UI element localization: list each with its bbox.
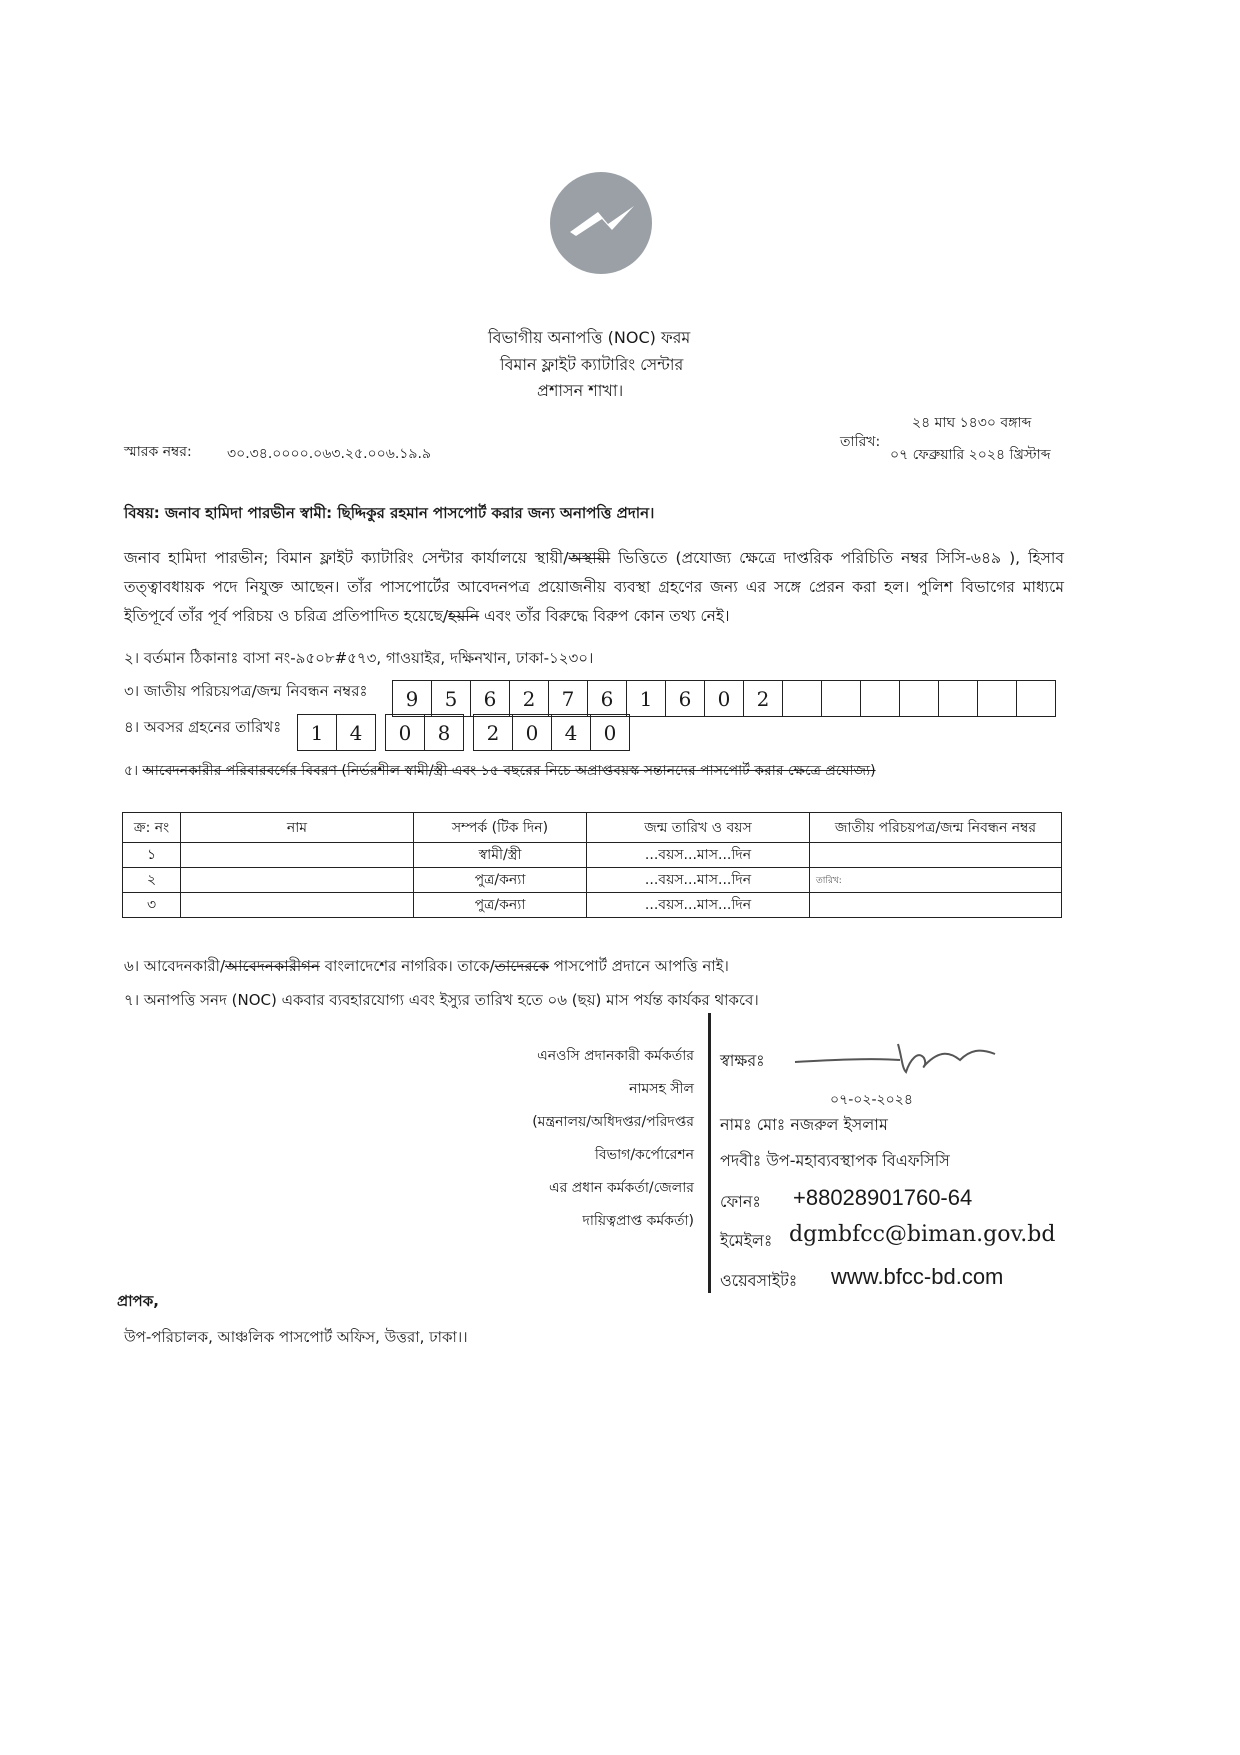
address-line: ২। বর্তমান ঠিকানাঃ বাসা নং-৯৫০৮#৫৭৩, গাওয়াইর, দক্ষিনখান, ঢাকা-১২৩০।	[124, 649, 594, 667]
citizenship-statement: ৬। আবেদনকারী/আবেদনকারীগন বাংলাদেশের নাগরিক। তাকে/তাদেরকে পাসপোর্ট প্রদানে আপত্তি নাই।	[124, 957, 729, 975]
branch-name: প্রশাসন শাখা।	[537, 381, 624, 400]
retirement-date-boxes	[297, 714, 629, 751]
digit-box	[782, 680, 822, 717]
digit-box	[1016, 680, 1056, 717]
digit-box: 2	[473, 714, 513, 751]
body-paragraph: জনাব হামিদা পারভীন; বিমান ফ্লাইট ক্যাটারিং সেন্টার কার্যালয়ে স্থায়ী/অস্থায়ী ভিত্তিতে (প্রযোজ্য ক্ষেত্রে দাপ্তরিক পরিচিতি নম্বর সিসি-৬৪৯ ), হিসাব তত্ত্বাবধায়ক পদে নিযুক্ত আছেন। তাঁর পাসপোর্টের আবেদনপত্র প্রয়োজনীয় ব্যবস্থা গ্রহণের জন্য এর সঙ্গে প্রেরন করা হল। পুলিশ বিভাগের মাধ্যমে ইতিপূর্বে তাঁর পূর্ব পরিচয় ও চরিত্র প্রতিপাদিত হয়েছে/হয়নি এবং তাঁর বিরুদ্ধে বিরুপ কোন তথ্য নেই।	[124, 549, 1065, 625]
retirement-label: ৪। অবসর গ্রহনের তারিখঃ	[124, 718, 282, 736]
digit-box: 5	[431, 680, 471, 717]
col-nid: জাতীয় পরিচয়পত্র/জন্ম নিবন্ধন নম্বর	[810, 813, 1062, 843]
digit-box: 0	[590, 714, 630, 751]
sign-label: স্বাক্ষরঃ	[720, 1051, 765, 1070]
table-header-row	[123, 813, 1062, 843]
table-row: ৩ পুত্র/কন্যা ...বয়স...মাস...দিন	[123, 893, 1062, 918]
digit-box: 8	[424, 714, 464, 751]
form-title: বিভাগীয় অনাপত্তি (NOC) ফরম	[488, 328, 691, 347]
digit-box: 4	[336, 714, 376, 751]
digit-box: 1	[626, 680, 666, 717]
date-bangla: ২৪ মাঘ ১৪৩০ বঙ্গাব্দ	[912, 415, 1032, 431]
digit-box: 0	[385, 714, 425, 751]
date-english: ০৭ ফেব্রুয়ারি ২০২৪ খ্রিস্টাব্দ	[890, 447, 1051, 463]
nid-boxes	[392, 680, 1055, 717]
digit-box: 2	[743, 680, 783, 717]
retirement-year	[473, 714, 629, 751]
col-relation: সম্পর্ক (টিক দিন)	[414, 813, 587, 843]
digit-box: 6	[587, 680, 627, 717]
digit-box: 0	[704, 680, 744, 717]
phone-number: +88028901760-64	[793, 1185, 973, 1210]
digit-box: 2	[509, 680, 549, 717]
table-row: ১ স্বামী/স্ত্রী ...বয়স...মাস...দিন	[123, 843, 1062, 868]
col-birthdate: জন্ম তারিখ ও বয়স	[587, 813, 810, 843]
digit-box: 7	[548, 680, 588, 717]
digit-box	[899, 680, 939, 717]
subject-label: বিষয়:	[124, 504, 160, 522]
recipient-address: উপ-পরিচালক, আঞ্চলিক পাসপোর্ট অফিস, উত্তরা, ঢাকা।।	[124, 1328, 468, 1346]
sign-date: ০৭-০২-২০২৪	[830, 1092, 913, 1108]
biman-logo	[550, 172, 652, 274]
email-label: ইমেইলঃ	[720, 1231, 773, 1250]
retirement-month	[385, 714, 463, 751]
col-serial: ক্র: নং	[123, 813, 181, 843]
subject-text: জনাব হামিদা পারভীন স্বামী: ছিদ্দিকুর রহমান পাসপোর্ট করার জন্য অনাপত্তি প্রদান।	[164, 504, 655, 522]
officer-block: এনওসি প্রদানকারী কর্মকর্তার নামসহ সীল (মন্ত্রনালয়/অধিদপ্তর/পরিদপ্তর বিভাগ/কর্পোরেশন এর প্রধান কর্মকর্তা/জেলার দায়িত্বপ্রাপ্ত কর্মকর্তা)	[532, 1048, 694, 1229]
digit-box	[938, 680, 978, 717]
email-address: dgmbfcc@biman.gov.bd	[789, 1222, 1056, 1247]
divider-line	[708, 1013, 711, 1293]
validity-statement: ৭। অনাপত্তি সনদ (NOC) একবার ব্যবহারযোগ্য এবং ইস্যুর তারিখ হতে ০৬ (ছয়) মাস পর্যন্ত কার্যকর থাকবে।	[124, 991, 759, 1009]
nid-label: ৩। জাতীয় পরিচয়পত্র/জন্ম নিবন্ধন নম্বরঃ	[124, 682, 368, 700]
digit-box	[821, 680, 861, 717]
retirement-day	[297, 714, 375, 751]
name-row: নামঃ মোঃ নজরুল ইসলাম	[720, 1115, 888, 1134]
table-row: ২ পুত্র/কন্যা ...বয়স...মাস...দিন তারিখ:	[123, 868, 1062, 893]
date-label: তারিখ:	[840, 434, 881, 450]
recipient-label: প্রাপক,	[117, 1292, 159, 1310]
digit-box: 1	[297, 714, 337, 751]
website-label: ওয়েবসাইটঃ	[720, 1271, 798, 1290]
memo-number: ৩০.৩৪.০০০০.০৬৩.২৫.০০৬.১৯.৯	[227, 446, 432, 462]
designation-row: পদবীঃ উপ-মহাব্যবস্থাপক বিএফসিসি	[720, 1151, 950, 1170]
digit-box	[977, 680, 1017, 717]
org-name: বিমান ফ্লাইট ক্যাটারিং সেন্টার	[500, 355, 684, 374]
digit-box: 4	[551, 714, 591, 751]
col-name: নাম	[181, 813, 414, 843]
digit-box	[860, 680, 900, 717]
phone-label: ফোনঃ	[720, 1192, 761, 1211]
signature-mark	[790, 1030, 1010, 1080]
digit-box: 6	[470, 680, 510, 717]
digit-box: 0	[512, 714, 552, 751]
family-table	[122, 812, 1062, 918]
digit-box: 6	[665, 680, 705, 717]
digit-box: 9	[392, 680, 432, 717]
family-heading: ৫। আবেদনকারীর পরিবারবর্গের বিবরণ (নির্ভরশীল স্বামী/স্ত্রী এবং ১৫ বছরের নিচে অপ্রাপ্তবয়স্ক সন্তানদের পাসপোর্ট করার ক্ষেত্রে প্রযোজ্য)	[124, 763, 876, 779]
website-url: www.bfcc-bd.com	[831, 1264, 1004, 1289]
subject	[124, 502, 654, 527]
memo-label: স্মারক নম্বর:	[124, 444, 192, 460]
